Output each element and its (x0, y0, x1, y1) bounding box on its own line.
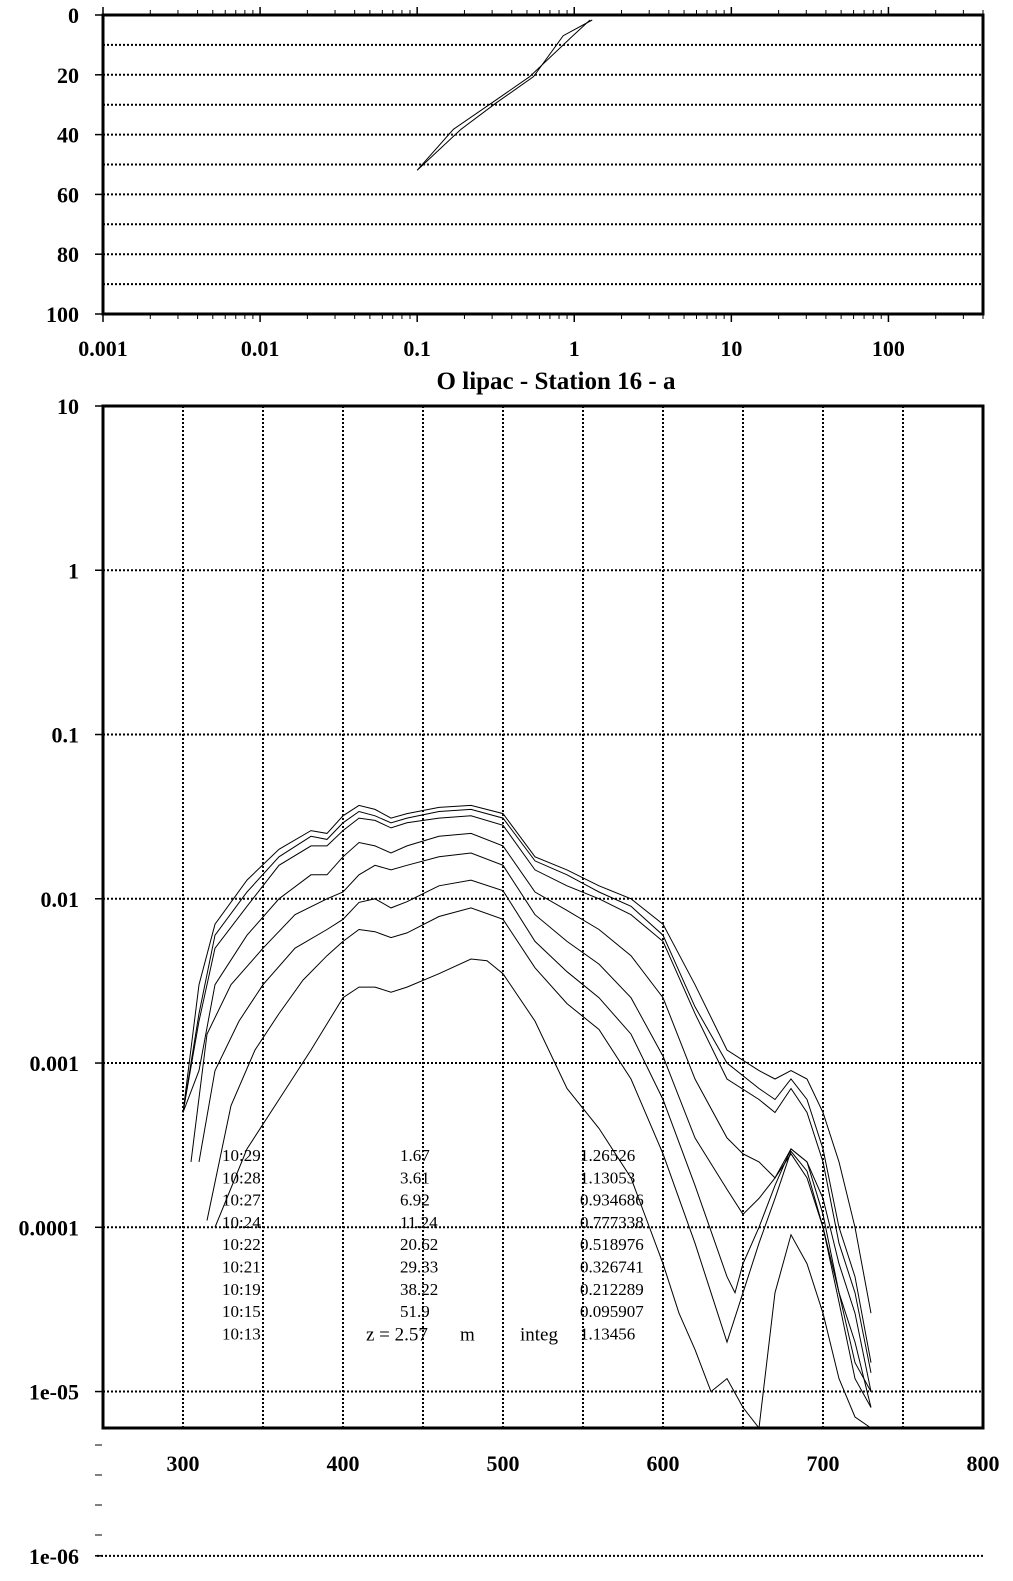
spectra-x-tick-label: 800 (966, 1451, 1000, 1476)
legend-integ-value: 0.212289 (580, 1279, 644, 1299)
depth-profile-lines (417, 20, 592, 170)
legend-z-label: z = 2.57 (366, 1324, 428, 1346)
legend-depth: 11.24 (400, 1212, 438, 1232)
depth-y-tick-label: 60 (57, 182, 79, 208)
legend-time: 10:13 (222, 1324, 261, 1344)
legend-depth: 29.33 (400, 1257, 439, 1277)
spectra-y-tick-label: 0.001 (29, 1051, 79, 1077)
depth-x-tick-label: 0.1 (403, 336, 431, 361)
spectrum-line (183, 833, 871, 1391)
legend-integ-value: 1.13053 (580, 1168, 636, 1188)
spectra-y-tick-label: 10 (57, 394, 79, 419)
spectra-x-tick-label: 600 (646, 1451, 680, 1476)
depth-x-tick-label: 100 (871, 336, 905, 361)
spectrum-line (199, 880, 871, 1392)
legend-time: 10:22 (222, 1235, 261, 1255)
chart-title: O lipac - Station 16 - a (436, 368, 676, 395)
legend-time: 10:28 (222, 1168, 261, 1188)
depth-y-tick-label: 40 (57, 122, 79, 148)
legend-depth: 6.92 (400, 1190, 430, 1210)
spectrum-line (183, 809, 871, 1362)
legend-time: 10:21 (222, 1257, 261, 1277)
spectra-y-tick-label: 0.01 (40, 886, 79, 912)
legend-integ-value: 0.518976 (580, 1235, 644, 1255)
depth-y-tick-label: 20 (57, 62, 79, 88)
legend-time: 10:15 (222, 1302, 261, 1322)
legend-time: 10:24 (222, 1212, 261, 1232)
legend-integ-value: 0.777338 (580, 1212, 644, 1232)
legend-depth: 38.22 (400, 1279, 439, 1299)
legend-integ-value: 0.095907 (580, 1302, 644, 1322)
depth-x-tick-label: 0.001 (78, 336, 128, 361)
legend-time: 10:29 (222, 1146, 261, 1165)
legend-integ-value: 0.326741 (580, 1257, 644, 1277)
spectrum-line (215, 959, 871, 1428)
legend-time: 10:27 (222, 1190, 261, 1210)
spectra-gridlines (97, 406, 983, 1556)
legend-integ-value: 0.934686 (580, 1190, 644, 1210)
depth-y-tick-label: 80 (57, 242, 79, 268)
legend-integ-value: 1.26526 (580, 1146, 636, 1165)
spectra-y-tick-label: 1 (68, 558, 79, 584)
depth-x-tick-label: 1 (568, 336, 580, 361)
spectrum-line (183, 805, 871, 1313)
depth-x-tick-label: 0.01 (240, 336, 280, 361)
spectra-y-tick-label: 1e-06 (28, 1543, 79, 1569)
spectra-y-tick-label: 1e-05 (28, 1379, 79, 1405)
legend-time: 10:19 (222, 1279, 261, 1299)
legend-unit-label: m (460, 1324, 475, 1346)
legend-integ-value: 1.13456 (580, 1324, 636, 1344)
spectra-x-tick-label: 500 (486, 1451, 520, 1476)
spectra-y-tick-label: 0.0001 (18, 1215, 79, 1241)
legend-depth: 20.62 (400, 1235, 439, 1255)
depth-y-tick-label: 100 (46, 302, 79, 327)
depth-profile-line (417, 20, 590, 170)
legend (222, 1146, 644, 1345)
spectra-x-tick-label: 700 (806, 1451, 840, 1476)
legend-depth: 3.61 (400, 1168, 430, 1188)
depth-gridlines (103, 45, 983, 284)
legend-depth: 1.67 (400, 1146, 430, 1165)
spectra-y-tick-label: 0.1 (51, 722, 79, 748)
depth-x-tick-label: 10 (720, 336, 743, 361)
spectra-x-tick-label: 400 (326, 1451, 360, 1476)
depth-axis-ticks (46, 3, 983, 361)
depth-y-tick-label: 0 (68, 3, 79, 28)
spectra-x-tick-label: 300 (166, 1451, 200, 1476)
legend-integ-label: integ (520, 1324, 558, 1346)
legend-depth: 51.9 (400, 1302, 430, 1322)
